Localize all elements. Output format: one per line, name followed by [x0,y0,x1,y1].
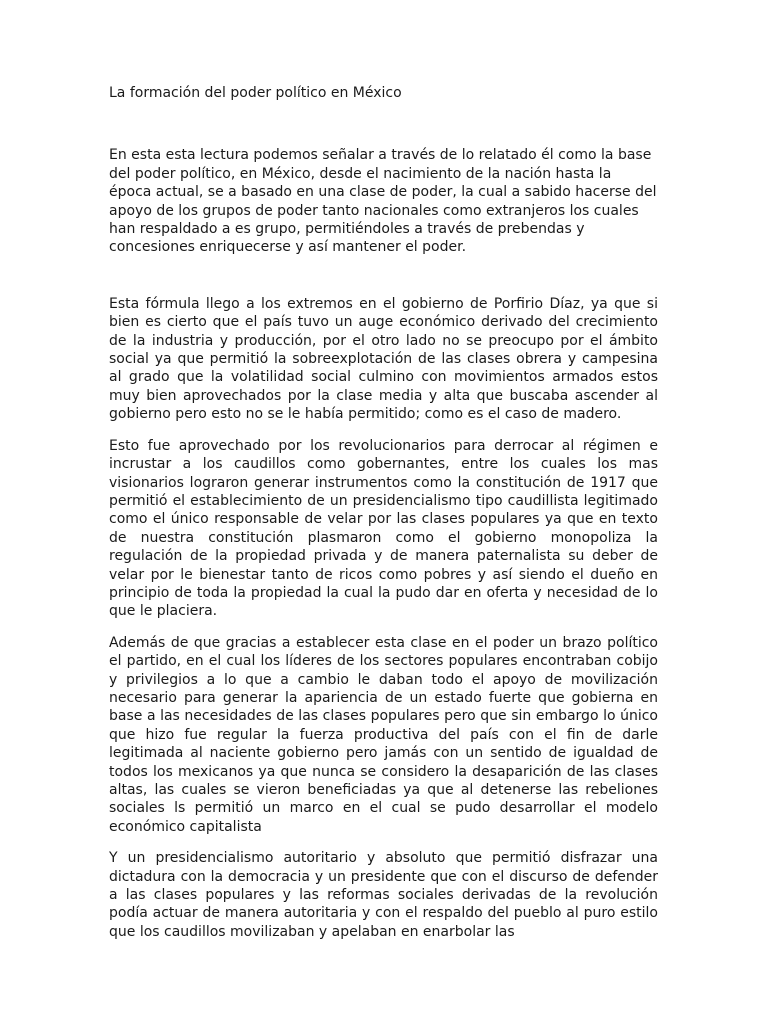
paragraph-3: Esto fue aprovechado por los revolucionarios para derrocar al régimen e incrustar a los caudillos como gobernantes, entre los cuales los mas visionarios lograron generar instrumentos como la constitución de 1917 que permitió el establecimiento de un presidencialismo tipo caudillista legitimado como el único responsable de velar por las clases populares ya que en texto de nuestra constitución plasmaron como el gobierno monopoliza la regulación de la propiedad privada y de manera paternalista su deber de velar por le bienestar tanto de ricos como pobres y así siendo el dueño en principio de toda la propiedad la cual la pudo dar en oferta y necesidad de lo que le placiera. [109,437,658,620]
paragraph-1: En esta esta lectura podemos señalar a través de lo relatado él como la base del poder político, en México, desde el nacimiento de la nación hasta la época actual, se a basado en una clase de poder, la cual a sabido hacerse del apoyo de los grupos de poder tanto nacionales como extranjeros los cuales han respaldado a es grupo, permitiéndoles a través de prebendas y concesiones enriquecerse y así mantener el poder. [109,147,657,256]
document-body [109,84,658,941]
document-title: La formación del poder político en México [109,85,402,101]
paragraph-5: Y un presidencialismo autoritario y absoluto que permitió disfrazar una dictadura con la democracia y un presidente que con el discurso de defender a las clases populares y las reformas sociales derivadas de la revolución podía actuar de manera autoritaria y con el respaldo del pueblo al puro estilo que los caudillos movilizaban y apelaban en enarbolar las [109,850,658,940]
paragraph-4: Además de que gracias a establecer esta clase en el poder un brazo político el partido, en el cual los líderes de los sectores populares encontraban cobijo y privilegios a lo que a cambio le daban todo el apoyo de movilización necesario para generar la apariencia de un estado fuerte que gobierna en base a las necesidades de las clases populares pero que sin embargo lo único que hizo fue regular la fuerza productiva del país con el fin de darle legitimada al naciente gobierno pero jamás con un sentido de igualdad de todos los mexicanos ya que nunca se considero la desaparición de las clases altas, las cuales se vieron beneficiadas ya que al detenerse las rebeliones sociales ls permitió un marco en el cual se pudo desarrollar el modelo económico capitalista [109,634,658,835]
paragraph-2: Esta fórmula llego a los extremos en el gobierno de Porfirio Díaz, ya que si bien es cierto que el país tuvo un auge económico derivado del crecimiento de la industria y producción, por el otro lado no se preocupo por el ámbito social ya que permitió la sobreexplotación de las clases obrera y campesina al grado que la volatilidad social culmino con movimientos armados estos muy bien aprovechados por la clase media y alta que buscaba ascender al gobierno pero esto no se le había permitido; como es el caso de madero. [109,295,658,423]
